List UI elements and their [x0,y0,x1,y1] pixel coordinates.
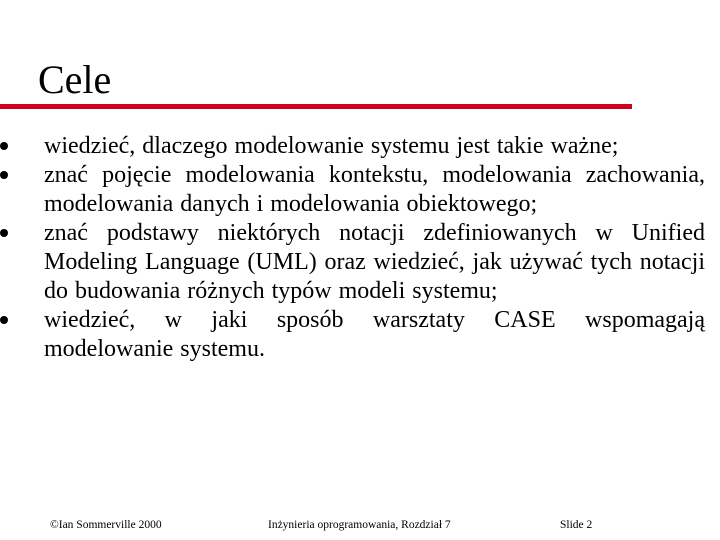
list-item [0,161,720,219]
footer-copyright: ©Ian Sommerville 2000 [50,519,162,531]
footer-course-title: Inżynieria oprogramowania, Rozdział 7 [268,519,451,531]
bullet-list [0,132,720,364]
list-item [0,306,720,364]
bullet-icon [0,316,8,324]
list-item [0,219,720,306]
bullet-text: wiedzieć, w jaki sposób warsztaty CASE wspomagają modelowanie systemu. [44,307,705,362]
slide-title: Cele [38,57,112,102]
bullet-icon [0,229,8,237]
title-underline [0,104,632,109]
list-item [0,132,720,161]
footer-slide-number: Slide 2 [560,519,593,531]
bullet-text: wiedzieć, dlaczego modelowanie systemu jest takie ważne; [44,133,619,159]
bullet-text: znać pojęcie modelowania kontekstu, modelowania zachowania, modelowania danych i modelowania obiektowego; [44,162,705,217]
bullet-text: znać podstawy niektórych notacji zdefiniowanych w Unified Modeling Language (UML) oraz wiedzieć, jak używać tych notacji do budowania różnych typów modeli systemu; [44,220,705,304]
bullet-icon [0,171,8,179]
bullet-icon [0,142,8,150]
